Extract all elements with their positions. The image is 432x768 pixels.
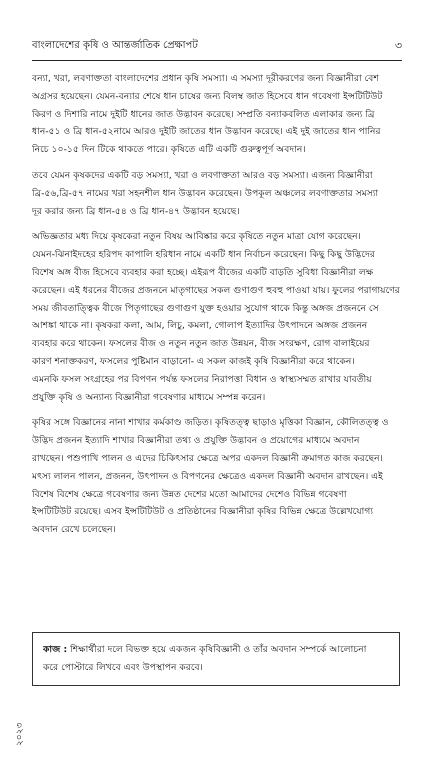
edition-year: ২০২৩ bbox=[15, 722, 25, 746]
text-line: প্রযুক্তি কৃষি ও অন্যান্য বিজ্ঞানীরা গবেষণার মাধ্যমে সম্পন্ন করেন। bbox=[32, 391, 266, 403]
text-line: ইন্সটিটিউট রয়েছে। এসব ইন্সটিটিউট ও প্রতিষ্ঠানের বিজ্ঞানীরা কৃষির বিভিন্ন ক্ষেত্রে উল্লেখযোগ্য bbox=[32, 506, 374, 518]
activity-box bbox=[32, 632, 400, 686]
text-line: এমনকি ফসল সংগ্রহের পর বিপণন পর্যন্ত ফসলের নিরাপত্তা বিধান ও স্বাস্থ্যসম্মত রাখার যাবতীয় bbox=[32, 373, 372, 385]
text-line: অভিজ্ঞতার মধ্য দিয়ে কৃষকেরা নতুন বিষয় আবিষ্কার করে কৃষিতে নতুন মাত্রা যোগ করেছেন। bbox=[32, 231, 361, 243]
text-line: যেমন-ঝিনাইদহের হরিপদ কাপালি হরিধান নামে একটি ধান নির্বাচন করেছেন। কিছু কিছু উদ্ভিদের bbox=[32, 249, 375, 261]
text-line: ধান-৫১ ও ব্রি ধান-৫২নামে আরও দুইটি জাতের ধান উদ্ভাবন করেছে। এই দুই জাতের ধান পানির bbox=[32, 126, 381, 138]
text-line: ব্রি-৫৬,ব্রি-৫৭ নামের খরা সহনশীল ধান উদ্ভাবন করেছেন। উপকূল অঞ্চলের লবণাক্ততার সমস্যা bbox=[32, 187, 379, 199]
text-line: কিরণ ও দিশারি নামে দুইটি ধানের জাত উদ্ভাবন করেছে। সম্প্রতি বন্যাকবলিত এলাকার জন্য ব্রি bbox=[32, 108, 375, 120]
text-line: উদ্ভিদ প্রজনন ইত্যাদি শাখার বিজ্ঞানীরা তথ্য ও প্রযুক্তি উদ্ভাবন ও প্রয়োগের মাধ্যমে অবদান bbox=[32, 435, 360, 447]
paragraph-flood bbox=[32, 70, 402, 159]
paragraph-science-branches bbox=[32, 414, 402, 539]
text-line: কৃষির সঙ্গে বিজ্ঞানের নানা শাখার কর্মকাণ্ড জড়িত। কৃষিতত্ত্ব ছাড়াও মৃত্তিকা বিজ্ঞান, কৌলিতত্ত্ব ও bbox=[32, 417, 389, 429]
activity-label: কাজ : bbox=[43, 644, 68, 655]
text-line: রাখছেন। পশুপাখি পালন ও এদের চিকিৎসার ক্ষেত্রে অপর একদল বিজ্ঞানী ক্রমাগত কাজ করছেন। bbox=[32, 452, 383, 464]
page-header bbox=[32, 38, 402, 54]
text-line: কারণ শনাক্তকরণ, ফসলের পুষ্টিমান বাড়ানো- এ সকল কাজই কৃষি বিজ্ঞানীরা করে থাকেন। bbox=[32, 355, 355, 367]
header-divider bbox=[32, 60, 402, 61]
text-line: অবদান রেখে চলেছেন। bbox=[32, 524, 116, 536]
text-line: বন্যা, খরা, লবণাক্ততা বাংলাদেশের প্রধান কৃষি সমস্যা। এ সমস্যা দূরীকরণের জন্য বিজ্ঞানীরা বেশ bbox=[32, 73, 379, 84]
body-text bbox=[32, 70, 402, 547]
text-line: সময় জীবতাত্ত্বিক বীজে পিতৃগাছের গুণাগুণ যুক্ত হওয়ার সুযোগ থাকে কিন্তু অঙ্গজ প্রজননে সে bbox=[32, 302, 379, 314]
activity-line-2: করে পোস্টারে লিখবে এবং উপস্থাপন করবে। bbox=[43, 661, 203, 673]
text-line: করেছেন। এই ধরনের বীজের প্রজননে মাতৃগাছের সকল গুণাগুণ হুবহু পাওয়া যায়। ফুলের পরাগায়ণের bbox=[32, 284, 400, 296]
book-title: বাংলাদেশের কৃষি ও আন্তর্জাতিক প্রেক্ষাপট bbox=[32, 40, 198, 51]
paragraph-drought bbox=[32, 167, 402, 220]
text-line: নিচে ১০-১৫ দিন টিকে থাকতে পারে। কৃষিতে এটি একটি গুরুত্বপূর্ণ অবদান। bbox=[32, 144, 306, 156]
text-line: অগ্রসর হয়েছেন। যেমন-বন্যার শেষে ধান চাষের জন্য বিলম্ব জাত হিসেবে ধান গবেষণা ইন্সটিটিউট bbox=[32, 90, 383, 102]
text-line: বিশেষ অঙ্গ বীজ হিসেবে ব্যবহার করা হচ্ছে। এইরূপ বীজের একটি বাড়তি সুবিধা বিজ্ঞানীরা লক্ষ bbox=[32, 266, 374, 278]
activity-line-1 bbox=[43, 641, 389, 659]
paragraph-experience bbox=[32, 228, 402, 406]
page-number: ৩ bbox=[394, 39, 402, 52]
activity-text: শিক্ষার্থীরা দলে বিভক্ত হয়ে একজন কৃষিবিজ্ঞানী ও তাঁর অবদান সম্পর্কে আলোচনা bbox=[70, 644, 367, 655]
text-line: দূর করার জন্য ব্রি ধান-৫৪ ও ব্রি ধান-৪৭ উদ্ভাবন হয়েছে। bbox=[32, 205, 240, 217]
text-line: মৎস্য লালন পালন, প্রজনন, উৎপাদন ও বিপণনের ক্ষেত্রেও একদল বিজ্ঞানী অবদান রাখছেন। এই bbox=[32, 470, 383, 482]
text-line: ব্যবহার করে থাকেন। ফসলের বীজ ও নতুন নতুন জাত উন্নয়ন, বীজ সংরক্ষণ, রোগ বালাইয়ের bbox=[32, 338, 370, 350]
text-line: আশঙ্কা থাকে না। কৃষকরা কলা, আম, লিচু, কমলা, গোলাপ ইত্যাদির উৎপাদনে অঙ্গজ প্রজনন bbox=[32, 320, 368, 332]
text-line: তবে যেমন কৃষকদের একটি বড় সমস্যা, খরা ও লবণাক্ততা আরও বড় সমস্যা। এজন্য বিজ্ঞানীরা bbox=[32, 169, 373, 181]
text-line: বিশেষ বিশেষ ক্ষেত্রে গবেষণার জন্য উন্নত দেশের মতো আমাদের দেশেও বিভিন্ন গবেষণা bbox=[32, 488, 347, 500]
